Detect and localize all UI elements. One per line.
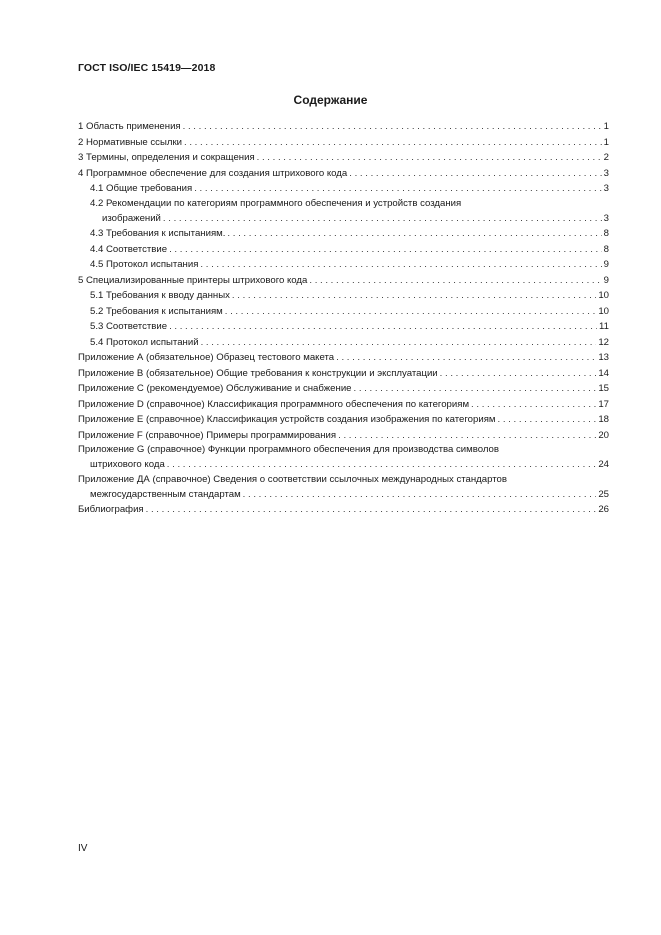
toc-entry-title: межгосударственным стандартам bbox=[90, 488, 241, 500]
toc-entry-title: штрихового кода bbox=[90, 459, 165, 470]
toc-entry-page: 17 bbox=[598, 398, 609, 410]
toc-entry[interactable] bbox=[78, 366, 609, 382]
dot-leader bbox=[183, 119, 602, 135]
toc-entry-page: 24 bbox=[598, 459, 609, 470]
toc-entry-page: 18 bbox=[598, 414, 609, 425]
dot-leader bbox=[309, 273, 601, 289]
toc-entry-title: Приложение С (рекомендуемое) Обслуживание и снабжение bbox=[78, 383, 352, 394]
toc-entry[interactable] bbox=[78, 502, 609, 518]
toc-entry-title: 5.4 Протокол испытаний bbox=[90, 336, 199, 348]
toc-entry-title: 5 Специализированные принтеры штрихового кода bbox=[78, 274, 308, 286]
toc-entry[interactable] bbox=[78, 197, 609, 227]
toc-entry-page: 10 bbox=[598, 305, 609, 317]
toc-entry[interactable] bbox=[78, 335, 609, 351]
dot-leader bbox=[336, 350, 596, 366]
toc-entry[interactable] bbox=[78, 226, 609, 242]
dot-leader bbox=[232, 288, 596, 304]
toc-entry[interactable] bbox=[78, 242, 609, 258]
dot-leader bbox=[354, 381, 597, 397]
toc-entry-title: изображений bbox=[102, 212, 161, 224]
toc-entry[interactable] bbox=[78, 257, 609, 273]
toc-entry-title: 5.3 Соответствие bbox=[90, 321, 168, 332]
toc-entry-first-line: 4.2 Рекомендации по категориям программного обеспечения и устройств создания bbox=[90, 197, 462, 209]
dot-leader bbox=[194, 181, 601, 197]
toc-entry-title: 1 Область применения bbox=[78, 121, 181, 132]
dot-leader bbox=[227, 226, 601, 242]
dot-leader bbox=[184, 135, 602, 151]
toc-entry[interactable] bbox=[78, 381, 609, 397]
toc-entry[interactable] bbox=[78, 443, 609, 473]
toc-entry-page: 3 bbox=[603, 183, 609, 194]
toc-entry[interactable] bbox=[78, 350, 609, 366]
toc-entry-page: 13 bbox=[598, 352, 609, 363]
toc-entry-page: 25 bbox=[598, 488, 609, 500]
toc-entry-page: 9 bbox=[603, 274, 609, 286]
toc-entry-title: 4.1 Общие требования bbox=[90, 183, 193, 194]
dot-leader bbox=[169, 242, 602, 258]
page-title: Содержание bbox=[293, 93, 368, 107]
toc-entry-title: Приложение Е (справочное) Классификация устройств создания изображения по категориям bbox=[78, 414, 496, 425]
dot-leader bbox=[201, 335, 597, 351]
document-standard: ГОСТ ISO/IEC 15419—2018 bbox=[78, 62, 216, 74]
toc-entry[interactable] bbox=[78, 273, 609, 289]
dot-leader bbox=[167, 457, 597, 473]
toc-entry[interactable] bbox=[78, 304, 609, 320]
toc-entry-title: 4.4 Соответствие bbox=[90, 243, 168, 255]
dot-leader bbox=[169, 319, 597, 335]
toc-entry-page: 26 bbox=[598, 504, 609, 515]
toc-entry-page: 8 bbox=[603, 243, 609, 255]
toc-entry-first-line: Приложение G (справочное) Функции программного обеспечения для производства символов bbox=[78, 444, 499, 455]
page-number: IV bbox=[78, 843, 88, 854]
toc-entry[interactable] bbox=[78, 166, 609, 182]
toc-entry-first-line: Приложение ДА (справочное) Сведения о соответствии ссылочных международных стандартов bbox=[78, 473, 507, 485]
toc-entry-page: 8 bbox=[603, 228, 609, 239]
toc-entry[interactable] bbox=[78, 288, 609, 304]
toc-entry[interactable] bbox=[78, 319, 609, 335]
dot-leader bbox=[225, 304, 597, 320]
toc-entry[interactable] bbox=[78, 135, 609, 151]
toc-entry-title: 4.5 Протокол испытания bbox=[90, 259, 199, 270]
toc-entry-page: 14 bbox=[598, 367, 609, 379]
dot-leader bbox=[146, 502, 597, 518]
dot-leader bbox=[349, 166, 601, 182]
dot-leader bbox=[200, 257, 601, 273]
toc-entry[interactable] bbox=[78, 119, 609, 135]
toc-entry-page: 15 bbox=[598, 383, 609, 394]
toc-entry[interactable] bbox=[78, 181, 609, 197]
toc-entry-page: 11 bbox=[599, 321, 609, 332]
toc-entry-page: 10 bbox=[598, 290, 609, 301]
toc-entry-page: 3 bbox=[603, 167, 609, 179]
toc-entry-title: Приложение D (справочное) Классификация программного обеспечения по категориям bbox=[78, 398, 470, 410]
toc-entry[interactable] bbox=[78, 397, 609, 413]
toc-entry-title: 5.1 Требования к вводу данных bbox=[90, 290, 230, 301]
toc-entry-title: Приложение В (обязательное) Общие требования к конструкции и эксплуатации bbox=[78, 367, 438, 379]
dot-leader bbox=[471, 397, 596, 413]
toc-entry-page: 3 bbox=[603, 212, 609, 224]
toc-entry[interactable] bbox=[78, 473, 609, 503]
table-of-contents bbox=[78, 119, 609, 518]
dot-leader bbox=[163, 211, 602, 227]
dot-leader bbox=[338, 428, 596, 444]
toc-entry-title: 3 Термины, определения и сокращения bbox=[78, 152, 255, 163]
toc-entry-title: 5.2 Требования к испытаниям bbox=[90, 305, 223, 317]
dot-leader bbox=[257, 150, 602, 166]
toc-entry-title: Библиография bbox=[78, 504, 144, 515]
toc-entry-page: 1 bbox=[603, 121, 609, 132]
dot-leader bbox=[243, 487, 597, 503]
toc-entry-page: 12 bbox=[598, 336, 609, 348]
toc-entry[interactable] bbox=[78, 150, 609, 166]
toc-entry-page: 9 bbox=[603, 259, 609, 270]
toc-entry-title: Приложение F (справочное) Примеры программирования bbox=[78, 429, 337, 441]
toc-entry-page: 20 bbox=[598, 429, 609, 441]
toc-entry-title: 2 Нормативные ссылки bbox=[78, 136, 183, 148]
dot-leader bbox=[440, 366, 597, 382]
toc-entry-title: 4.3 Требования к испытаниям. bbox=[90, 228, 226, 239]
toc-entry-title: Приложение А (обязательное) Образец тестового макета bbox=[78, 352, 335, 363]
toc-entry-page: 2 bbox=[603, 152, 609, 163]
toc-entry[interactable] bbox=[78, 412, 609, 428]
toc-entry-page: 1 bbox=[603, 136, 609, 148]
dot-leader bbox=[498, 412, 597, 428]
toc-entry-title: 4 Программное обеспечение для создания штрихового кода bbox=[78, 167, 348, 179]
toc-entry[interactable] bbox=[78, 428, 609, 444]
